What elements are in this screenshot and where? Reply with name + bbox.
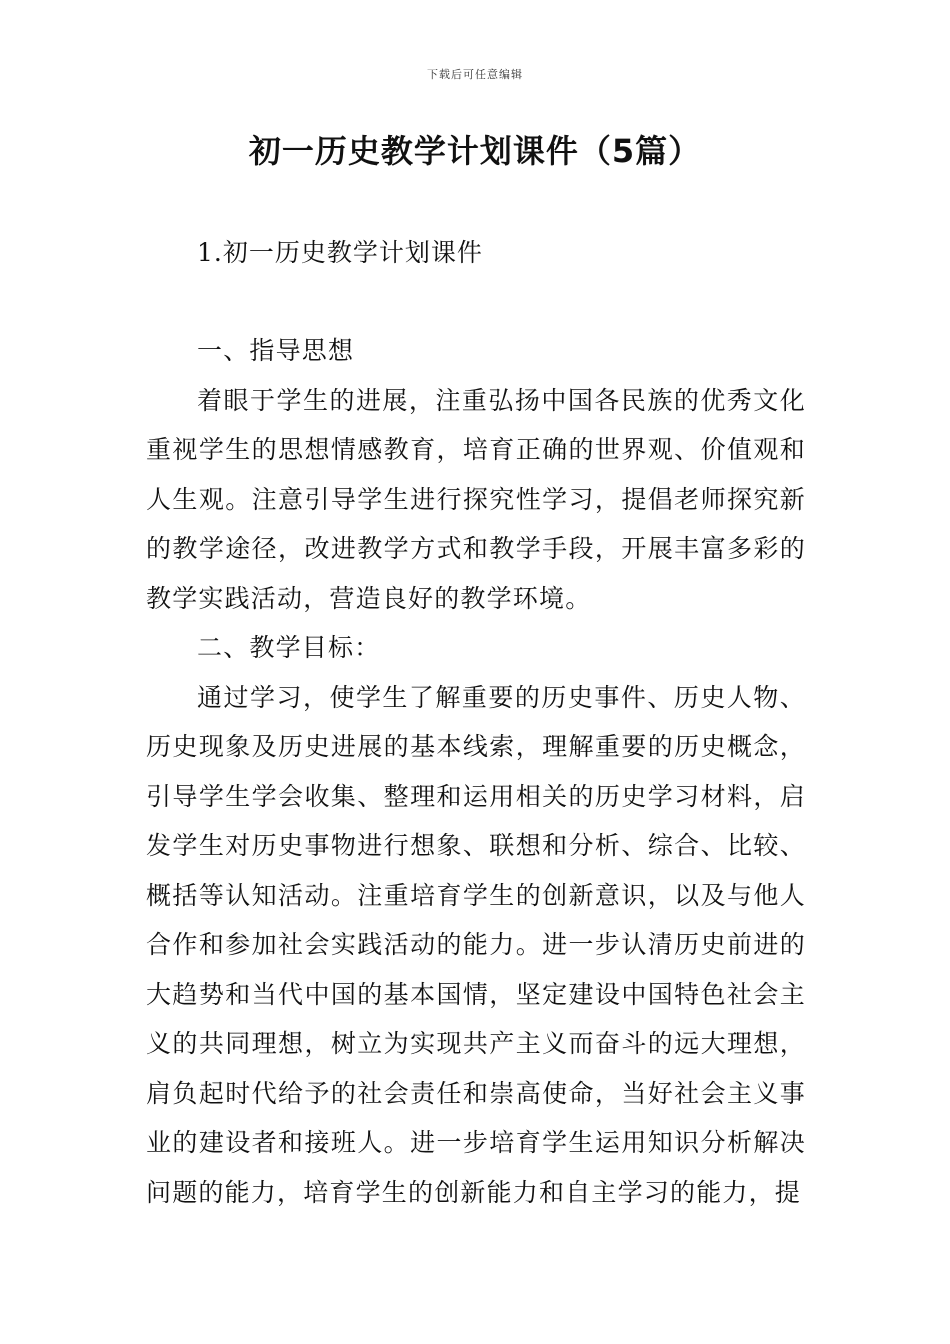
header-note: 下载后可任意编辑 xyxy=(427,68,523,81)
paragraph-teaching-goals: 通过学习，使学生了解重要的历史事件、历史人物、历史现象及历史进展的基本线索，理解重要的历史概念，引导学生学会收集、整理和运用相关的历史学习材料，启发学生对历史事物进行想象、联想和分析、综合、比较、概括等认知活动。注重培育学生的创新意识，以及与他人合作和参加社会实践活动的能力。进一步认清历史前进的大趋势和当代中国的基本国情，坚定建设中国特色社会主义的共同理想，树立为实现共产主义而奋斗的远大理想，肩负起时代给予的社会责任和崇高使命，当好社会主义事业的建设者和接班人。进一步培育学生运用知识分析解决问题的能力，培育学生的创新能力和自主学习的能力，提 xyxy=(146,682,806,1207)
document-title: 初一历史教学计划课件（5篇） xyxy=(248,132,702,170)
heading-teaching-goals: 二、教学目标： xyxy=(197,633,381,662)
document-body xyxy=(146,326,806,1217)
paragraph-guiding-ideology: 着眼于学生的进展，注重弘扬中国各民族的优秀文化重视学生的思想情感教育，培育正确的世界观、价值观和人生观。注意引导学生进行探究性学习，提倡老师探究新的教学途径，改进教学方式和教学手段，开展丰富多彩的教学实践活动，营造良好的教学环境。 xyxy=(146,385,806,613)
heading-guiding-ideology: 一、指导思想 xyxy=(197,336,355,365)
section-title: 1.初一历史教学计划课件 xyxy=(197,238,483,267)
